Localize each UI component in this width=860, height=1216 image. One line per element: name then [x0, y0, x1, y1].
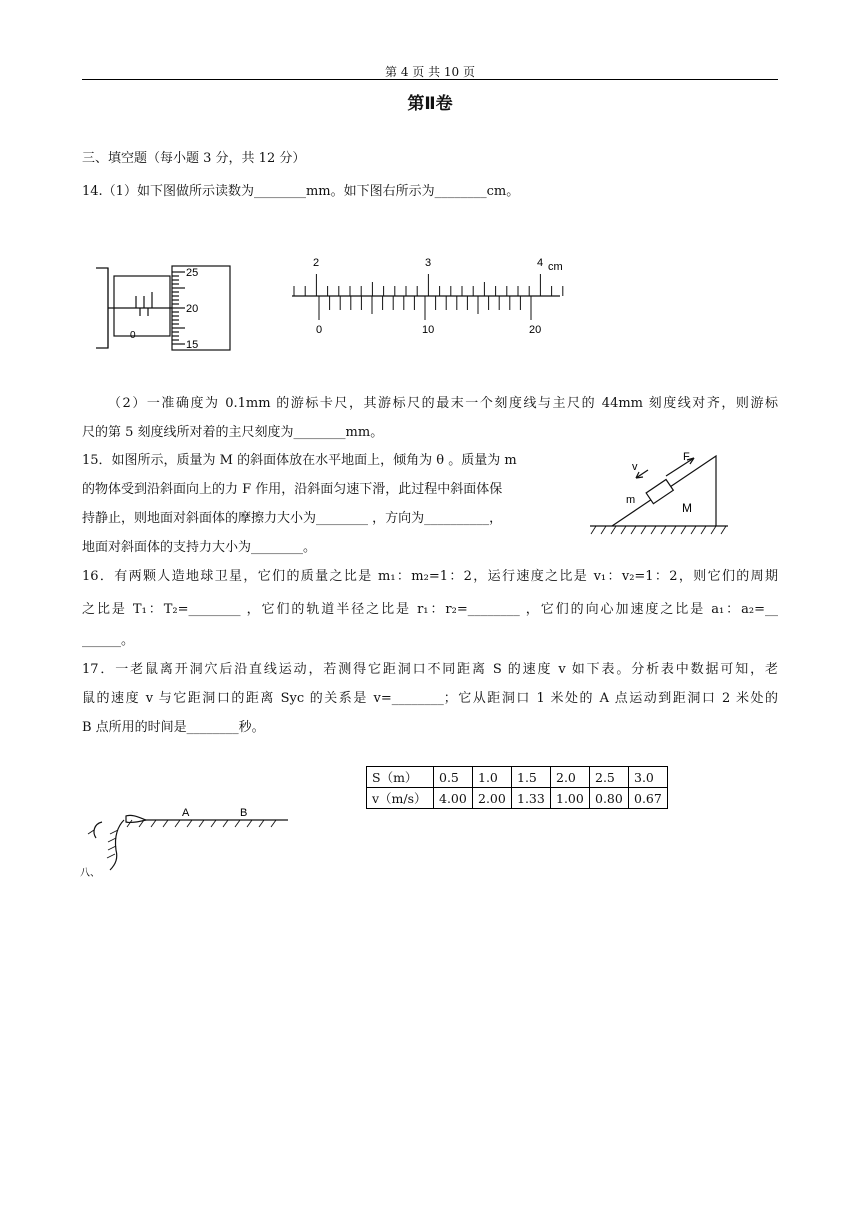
q16-line2: 之比是 T₁：T₂=________ ，它们的轨道半径之比是 r₁：r₂=________ ，它们的向心加速度之比是 a₁：a₂=__	[82, 602, 778, 617]
micrometer-label-15: 15	[186, 339, 199, 351]
mouse-hole-figure	[80, 800, 300, 880]
caliper-main-label-3: 3	[425, 257, 432, 269]
micrometer-label-0: 0	[130, 330, 136, 341]
micrometer-label-25: 25	[186, 267, 199, 279]
table-cell: 0.67	[629, 788, 668, 809]
point-B-label: B	[240, 807, 248, 819]
point-A-label: A	[182, 807, 190, 819]
q14-part2-line2: 尺的第 5 刻度线所对着的主尺刻度为________mm。	[82, 425, 384, 440]
table-cell: v（m/s）	[367, 788, 434, 809]
header-rule	[82, 79, 778, 80]
hole-label: 八、	[80, 868, 100, 879]
caliper-vernier-label-20: 20	[529, 324, 542, 336]
table-cell: 0.5	[434, 767, 473, 788]
table-cell: 1.0	[473, 767, 512, 788]
caliper-main-label-2: 2	[313, 257, 320, 269]
q17-line3: B 点所用的时间是________秒。	[82, 720, 265, 735]
q14-line1: 14.（1）如下图做所示读数为________mm。如下图右所示为________cm。	[82, 184, 520, 199]
incline-figure	[588, 448, 738, 540]
table-row	[367, 788, 668, 809]
q14-part2-line1: （2）一准确度为 0.1mm 的游标卡尺，其游标尺的最末一个刻度线与主尺的 44mm 刻度线对齐，则游标	[108, 396, 778, 411]
section-title: 第Ⅱ卷	[407, 94, 453, 114]
q15-line1: 15．如图所示，质量为 M 的斜面体放在水平地面上，倾角为 θ 。质量为 m	[82, 453, 517, 468]
vernier-caliper-figure	[286, 252, 586, 342]
caliper-vernier-label-0: 0	[316, 324, 323, 336]
caliper-vernier-label-10: 10	[422, 324, 435, 336]
part3-heading: 三、填空题（每小题 3 分，共 12 分）	[82, 151, 306, 166]
table-cell: 3.0	[629, 767, 668, 788]
q15-line2: 的物体受到沿斜面向上的力 F 作用，沿斜面匀速下滑，此过程中斜面体保	[82, 482, 503, 497]
table-cell: 2.00	[473, 788, 512, 809]
q15-line4: 地面对斜面体的支持力大小为________。	[82, 540, 317, 555]
micrometer-figure	[92, 262, 232, 354]
q16-line1: 16．有两颗人造地球卫星，它们的质量之比是 m₁：m₂=1：2，运行速度之比是 v₁：v₂=1：2，则它们的周期	[82, 569, 778, 584]
q15-line3: 持静止，则地面对斜面体的摩擦力大小为________ ，方向为__________，	[82, 511, 503, 526]
speed-table	[366, 766, 668, 809]
table-cell: 2.5	[590, 767, 629, 788]
incline-label-v: v	[632, 461, 638, 473]
incline-label-M: M	[682, 501, 692, 515]
table-cell: 4.00	[434, 788, 473, 809]
table-row	[367, 767, 668, 788]
q17-line2: 鼠的速度 v 与它距洞口的距离 Syc 的关系是 v=________；它从距洞口 1 米处的 A 点运动到距洞口 2 米处的	[82, 691, 778, 706]
q17-line1: 17．一老鼠离开洞穴后沿直线运动，若测得它距洞口不同距离 S 的速度 v 如下表。分析表中数据可知，老	[82, 662, 778, 677]
table-cell: 1.5	[512, 767, 551, 788]
caliper-main-label-4: 4	[537, 257, 544, 269]
caliper-unit-label: cm	[548, 261, 563, 273]
micrometer-label-20: 20	[186, 303, 199, 315]
q16-line3: ______。	[82, 633, 135, 648]
page-number-header: 第 4 页 共 10 页	[385, 65, 475, 79]
incline-label-F: F	[683, 451, 690, 463]
table-cell: S（m）	[367, 767, 434, 788]
table-cell: 1.00	[551, 788, 590, 809]
table-cell: 1.33	[512, 788, 551, 809]
table-cell: 0.80	[590, 788, 629, 809]
incline-label-m: m	[626, 494, 636, 506]
table-cell: 2.0	[551, 767, 590, 788]
